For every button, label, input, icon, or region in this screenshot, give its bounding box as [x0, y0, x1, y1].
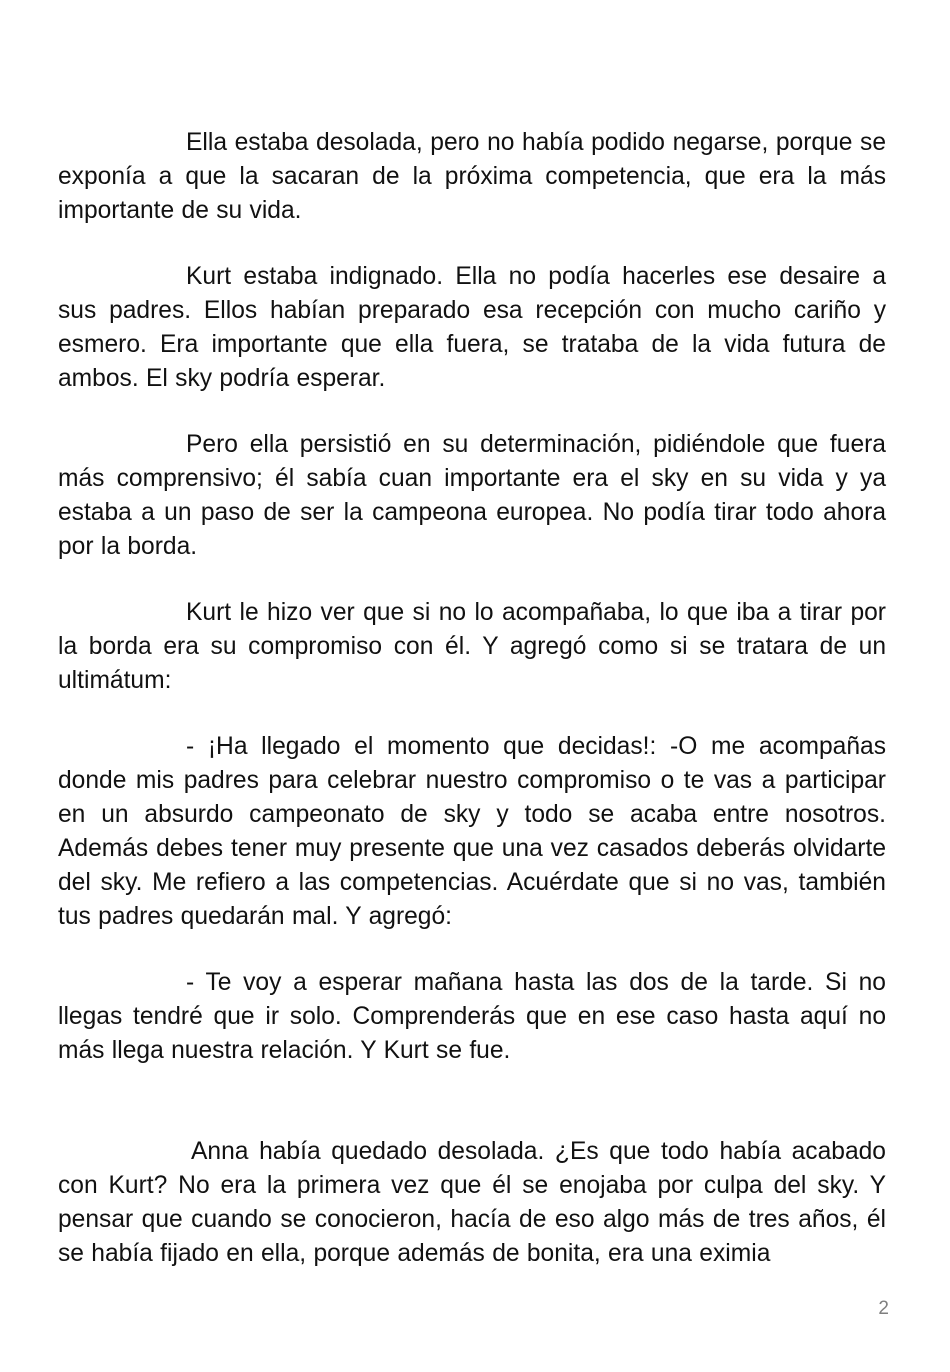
page-number: 2 — [878, 1298, 889, 1319]
paragraph-3: Pero ella persistió en su determinación, pidiéndole que fuera más comprensivo; él sabía cuan importante era el sky en su vida y ya estaba a un paso de ser la campeona europea. No podía tirar todo ahora por la borda. — [58, 431, 886, 560]
paragraph-5: - ¡Ha llegado el momento que decidas!: -O me acompañas donde mis padres para celebrar nuestro compromiso o te vas a participar en un absurdo campeonato de sky y todo se acaba entre nosotros. Además debes tener muy presente que una vez casados deberás olvidarte del sky. Me refiero a las competencias. Acuérdate que si no vas, también tus padres quedarán mal. Y agregó: — [58, 733, 886, 930]
paragraph-7: Anna había quedado desolada. ¿Es que todo había acabado con Kurt? No era la primera vez que él se enojaba por culpa del sky. Y pensar que cuando se conocieron, hacía de eso algo más de tres años, él se había fijado en ella, porque además de bonita, era una eximia — [58, 1138, 886, 1267]
document-body — [58, 126, 886, 1271]
paragraph-4: Kurt le hizo ver que si no lo acompañaba, lo que iba a tirar por la borda era su compromiso con él. Y agregó como si se tratara de un ultimátum: — [58, 599, 886, 694]
paragraph-1: Ella estaba desolada, pero no había podido negarse, porque se exponía a que la sacaran de la próxima competencia, que era la más importante de su vida. — [58, 129, 886, 224]
paragraph-6: - Te voy a esperar mañana hasta las dos de la tarde. Si no llegas tendré que ir solo. Comprenderás que en ese caso hasta aquí no más llega nuestra relación. Y Kurt se fue. — [58, 969, 886, 1064]
paragraph-2: Kurt estaba indignado. Ella no podía hacerles ese desaire a sus padres. Ellos habían preparado esa recepción con mucho cariño y esmero. Era importante que ella fuera, se trataba de la vida futura de ambos. El sky podría esperar. — [58, 263, 886, 392]
